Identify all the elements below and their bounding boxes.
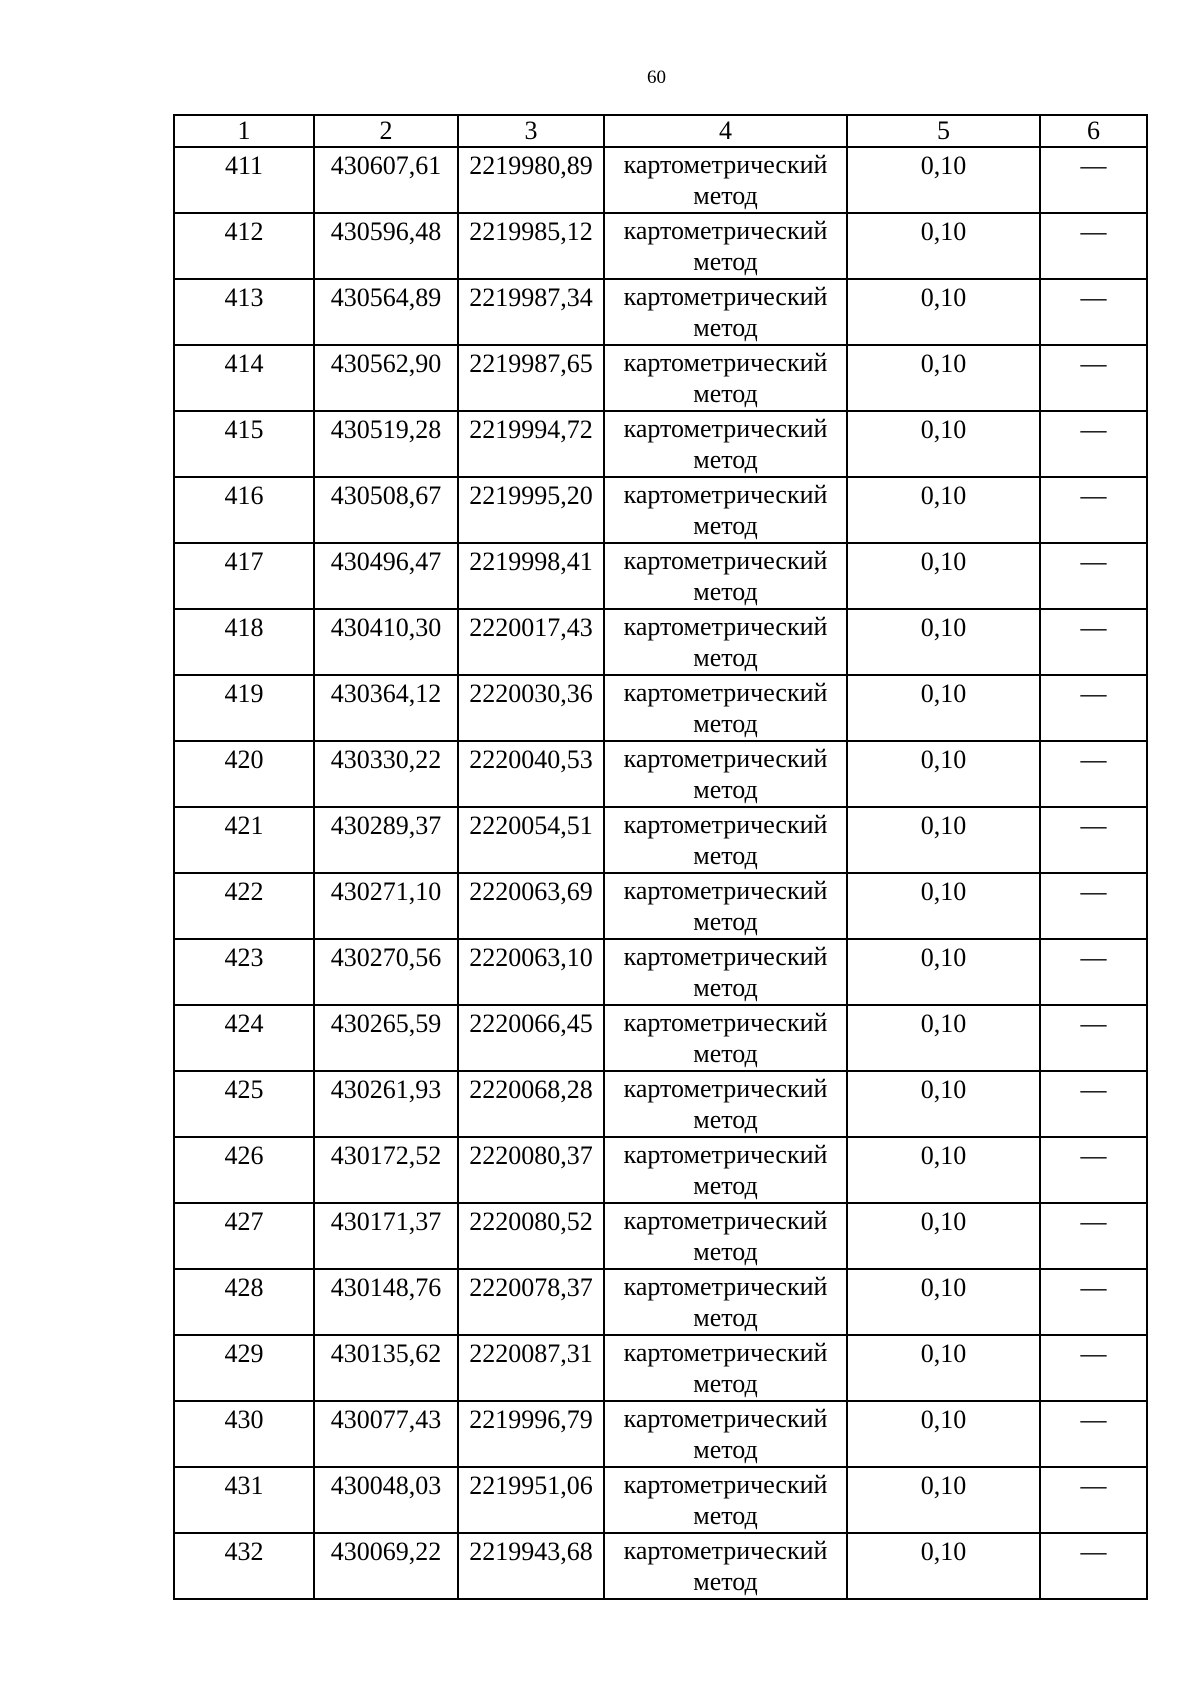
- description-cell: —: [1040, 939, 1147, 1005]
- point-number-cell: 419: [174, 675, 314, 741]
- description-cell: —: [1040, 411, 1147, 477]
- point-number-cell: 432: [174, 1533, 314, 1599]
- point-number-cell: 417: [174, 543, 314, 609]
- method-text-line-1: картометрический: [623, 678, 828, 707]
- y-coordinate-cell: 2220080,37: [458, 1137, 604, 1203]
- method-text-line-2: метод: [693, 1567, 758, 1596]
- description-cell: —: [1040, 1005, 1147, 1071]
- point-number-cell: 418: [174, 609, 314, 675]
- method-text-line-2: метод: [693, 247, 758, 276]
- method-text-line-2: метод: [693, 1237, 758, 1266]
- method-text-line-1: картометрический: [623, 744, 828, 773]
- method-cell: [604, 1071, 847, 1137]
- method-cell: [604, 741, 847, 807]
- method-text-line-2: метод: [693, 181, 758, 210]
- accuracy-cell: 0,10: [847, 147, 1040, 213]
- method-text-line-1: картометрический: [623, 1404, 828, 1433]
- method-text-line-1: картометрический: [623, 150, 828, 179]
- y-coordinate-cell: 2219985,12: [458, 213, 604, 279]
- method-cell: [604, 1533, 847, 1599]
- y-coordinate-cell: 2220054,51: [458, 807, 604, 873]
- method-cell: [604, 1137, 847, 1203]
- header-col-2: 2: [314, 115, 458, 147]
- x-coordinate-cell: 430596,48: [314, 213, 458, 279]
- method-text-line-2: метод: [693, 775, 758, 804]
- method-cell: [604, 411, 847, 477]
- page-number: 60: [647, 67, 666, 88]
- method-cell: [604, 1401, 847, 1467]
- x-coordinate-cell: 430508,67: [314, 477, 458, 543]
- table-body: [174, 147, 1147, 1599]
- y-coordinate-cell: 2220017,43: [458, 609, 604, 675]
- table-row: [174, 411, 1147, 477]
- table-row: [174, 279, 1147, 345]
- method-text-line-2: метод: [693, 313, 758, 342]
- y-coordinate-cell: 2220030,36: [458, 675, 604, 741]
- method-text-line-1: картометрический: [623, 414, 828, 443]
- header-col-5: 5: [847, 115, 1040, 147]
- accuracy-cell: 0,10: [847, 675, 1040, 741]
- point-number-cell: 427: [174, 1203, 314, 1269]
- description-cell: —: [1040, 477, 1147, 543]
- y-coordinate-cell: 2219987,34: [458, 279, 604, 345]
- description-cell: —: [1040, 873, 1147, 939]
- method-text-line-2: метод: [693, 1303, 758, 1332]
- table-row: [174, 741, 1147, 807]
- method-text-line-2: метод: [693, 445, 758, 474]
- method-text-line-2: метод: [693, 973, 758, 1002]
- x-coordinate-cell: 430562,90: [314, 345, 458, 411]
- x-coordinate-cell: 430410,30: [314, 609, 458, 675]
- method-text-line-2: метод: [693, 1501, 758, 1530]
- accuracy-cell: 0,10: [847, 1071, 1040, 1137]
- table-row: [174, 1137, 1147, 1203]
- accuracy-cell: 0,10: [847, 1467, 1040, 1533]
- method-cell: [604, 1335, 847, 1401]
- point-number-cell: 415: [174, 411, 314, 477]
- accuracy-cell: 0,10: [847, 1005, 1040, 1071]
- accuracy-cell: 0,10: [847, 279, 1040, 345]
- table-row: [174, 807, 1147, 873]
- accuracy-cell: 0,10: [847, 213, 1040, 279]
- x-coordinate-cell: 430496,47: [314, 543, 458, 609]
- accuracy-cell: 0,10: [847, 345, 1040, 411]
- method-text-line-1: картометрический: [623, 1338, 828, 1367]
- table-row: [174, 1533, 1147, 1599]
- y-coordinate-cell: 2219943,68: [458, 1533, 604, 1599]
- description-cell: —: [1040, 1071, 1147, 1137]
- x-coordinate-cell: 430171,37: [314, 1203, 458, 1269]
- point-number-cell: 430: [174, 1401, 314, 1467]
- method-cell: [604, 939, 847, 1005]
- table-row: [174, 675, 1147, 741]
- method-text-line-2: метод: [693, 1171, 758, 1200]
- table-row: [174, 1269, 1147, 1335]
- accuracy-cell: 0,10: [847, 411, 1040, 477]
- point-number-cell: 429: [174, 1335, 314, 1401]
- table-row: [174, 543, 1147, 609]
- method-text-line-1: картометрический: [623, 942, 828, 971]
- method-cell: [604, 213, 847, 279]
- point-number-cell: 420: [174, 741, 314, 807]
- table-row: [174, 609, 1147, 675]
- accuracy-cell: 0,10: [847, 873, 1040, 939]
- table-row: [174, 1335, 1147, 1401]
- point-number-cell: 413: [174, 279, 314, 345]
- point-number-cell: 411: [174, 147, 314, 213]
- method-text-line-2: метод: [693, 1105, 758, 1134]
- method-text-line-2: метод: [693, 577, 758, 606]
- accuracy-cell: 0,10: [847, 1533, 1040, 1599]
- description-cell: —: [1040, 1203, 1147, 1269]
- method-cell: [604, 807, 847, 873]
- y-coordinate-cell: 2220063,69: [458, 873, 604, 939]
- point-number-cell: 416: [174, 477, 314, 543]
- method-text-line-2: метод: [693, 1435, 758, 1464]
- description-cell: —: [1040, 1269, 1147, 1335]
- table-row: [174, 477, 1147, 543]
- header-col-3: 3: [458, 115, 604, 147]
- description-cell: —: [1040, 1533, 1147, 1599]
- y-coordinate-cell: 2220063,10: [458, 939, 604, 1005]
- y-coordinate-cell: 2219980,89: [458, 147, 604, 213]
- table-row: [174, 147, 1147, 213]
- x-coordinate-cell: 430148,76: [314, 1269, 458, 1335]
- method-text-line-2: метод: [693, 841, 758, 870]
- description-cell: —: [1040, 1401, 1147, 1467]
- description-cell: —: [1040, 147, 1147, 213]
- method-cell: [604, 477, 847, 543]
- y-coordinate-cell: 2220080,52: [458, 1203, 604, 1269]
- y-coordinate-cell: 2220078,37: [458, 1269, 604, 1335]
- method-cell: [604, 147, 847, 213]
- point-number-cell: 414: [174, 345, 314, 411]
- table-row: [174, 213, 1147, 279]
- header-col-1: 1: [174, 115, 314, 147]
- method-text-line-2: метод: [693, 1039, 758, 1068]
- accuracy-cell: 0,10: [847, 1269, 1040, 1335]
- table-row: [174, 939, 1147, 1005]
- table-row: [174, 873, 1147, 939]
- method-text-line-1: картометрический: [623, 216, 828, 245]
- point-number-cell: 431: [174, 1467, 314, 1533]
- y-coordinate-cell: 2220087,31: [458, 1335, 604, 1401]
- y-coordinate-cell: 2219951,06: [458, 1467, 604, 1533]
- x-coordinate-cell: 430364,12: [314, 675, 458, 741]
- y-coordinate-cell: 2220068,28: [458, 1071, 604, 1137]
- header-col-6: 6: [1040, 115, 1147, 147]
- point-number-cell: 423: [174, 939, 314, 1005]
- x-coordinate-cell: 430519,28: [314, 411, 458, 477]
- x-coordinate-cell: 430135,62: [314, 1335, 458, 1401]
- description-cell: —: [1040, 213, 1147, 279]
- method-cell: [604, 543, 847, 609]
- point-number-cell: 426: [174, 1137, 314, 1203]
- description-cell: —: [1040, 345, 1147, 411]
- y-coordinate-cell: 2219987,65: [458, 345, 604, 411]
- method-cell: [604, 279, 847, 345]
- header-row: [174, 115, 1147, 147]
- header-col-4: 4: [604, 115, 847, 147]
- x-coordinate-cell: 430077,43: [314, 1401, 458, 1467]
- method-text-line-2: метод: [693, 643, 758, 672]
- table-row: [174, 1401, 1147, 1467]
- x-coordinate-cell: 430048,03: [314, 1467, 458, 1533]
- accuracy-cell: 0,10: [847, 1137, 1040, 1203]
- point-number-cell: 422: [174, 873, 314, 939]
- method-text-line-1: картометрический: [623, 810, 828, 839]
- accuracy-cell: 0,10: [847, 477, 1040, 543]
- y-coordinate-cell: 2220040,53: [458, 741, 604, 807]
- description-cell: —: [1040, 1467, 1147, 1533]
- y-coordinate-cell: 2219998,41: [458, 543, 604, 609]
- y-coordinate-cell: 2219994,72: [458, 411, 604, 477]
- description-cell: —: [1040, 279, 1147, 345]
- x-coordinate-cell: 430289,37: [314, 807, 458, 873]
- method-text-line-1: картометрический: [623, 1140, 828, 1169]
- method-text-line-1: картометрический: [623, 546, 828, 575]
- method-cell: [604, 1203, 847, 1269]
- accuracy-cell: 0,10: [847, 1203, 1040, 1269]
- method-text-line-2: метод: [693, 379, 758, 408]
- y-coordinate-cell: 2219996,79: [458, 1401, 604, 1467]
- x-coordinate-cell: 430564,89: [314, 279, 458, 345]
- table-row: [174, 1467, 1147, 1533]
- description-cell: —: [1040, 741, 1147, 807]
- method-cell: [604, 1269, 847, 1335]
- accuracy-cell: 0,10: [847, 543, 1040, 609]
- x-coordinate-cell: 430330,22: [314, 741, 458, 807]
- x-coordinate-cell: 430265,59: [314, 1005, 458, 1071]
- method-text-line-1: картометрический: [623, 876, 828, 905]
- description-cell: —: [1040, 543, 1147, 609]
- accuracy-cell: 0,10: [847, 741, 1040, 807]
- point-number-cell: 425: [174, 1071, 314, 1137]
- method-text-line-2: метод: [693, 1369, 758, 1398]
- method-cell: [604, 345, 847, 411]
- accuracy-cell: 0,10: [847, 1401, 1040, 1467]
- method-text-line-1: картометрический: [623, 1470, 828, 1499]
- method-text-line-2: метод: [693, 709, 758, 738]
- x-coordinate-cell: 430261,93: [314, 1071, 458, 1137]
- table-row: [174, 1203, 1147, 1269]
- method-text-line-1: картометрический: [623, 1272, 828, 1301]
- description-cell: —: [1040, 609, 1147, 675]
- accuracy-cell: 0,10: [847, 609, 1040, 675]
- x-coordinate-cell: 430069,22: [314, 1533, 458, 1599]
- description-cell: —: [1040, 1137, 1147, 1203]
- method-text-line-1: картометрический: [623, 282, 828, 311]
- point-number-cell: 428: [174, 1269, 314, 1335]
- method-cell: [604, 675, 847, 741]
- x-coordinate-cell: 430271,10: [314, 873, 458, 939]
- method-text-line-1: картометрический: [623, 480, 828, 509]
- table-row: [174, 345, 1147, 411]
- x-coordinate-cell: 430270,56: [314, 939, 458, 1005]
- method-text-line-2: метод: [693, 907, 758, 936]
- x-coordinate-cell: 430607,61: [314, 147, 458, 213]
- x-coordinate-cell: 430172,52: [314, 1137, 458, 1203]
- method-cell: [604, 1467, 847, 1533]
- point-number-cell: 412: [174, 213, 314, 279]
- method-cell: [604, 873, 847, 939]
- method-cell: [604, 609, 847, 675]
- point-number-cell: 424: [174, 1005, 314, 1071]
- method-cell: [604, 1005, 847, 1071]
- description-cell: —: [1040, 807, 1147, 873]
- method-text-line-1: картометрический: [623, 348, 828, 377]
- method-text-line-1: картометрический: [623, 612, 828, 641]
- method-text-line-1: картометрический: [623, 1206, 828, 1235]
- table-row: [174, 1005, 1147, 1071]
- table-header: [174, 115, 1147, 147]
- method-text-line-1: картометрический: [623, 1536, 828, 1565]
- y-coordinate-cell: 2220066,45: [458, 1005, 604, 1071]
- method-text-line-1: картометрический: [623, 1074, 828, 1103]
- coordinates-table: [173, 114, 1148, 1600]
- y-coordinate-cell: 2219995,20: [458, 477, 604, 543]
- description-cell: —: [1040, 1335, 1147, 1401]
- description-cell: —: [1040, 675, 1147, 741]
- method-text-line-1: картометрический: [623, 1008, 828, 1037]
- accuracy-cell: 0,10: [847, 1335, 1040, 1401]
- accuracy-cell: 0,10: [847, 939, 1040, 1005]
- accuracy-cell: 0,10: [847, 807, 1040, 873]
- point-number-cell: 421: [174, 807, 314, 873]
- method-text-line-2: метод: [693, 511, 758, 540]
- table-row: [174, 1071, 1147, 1137]
